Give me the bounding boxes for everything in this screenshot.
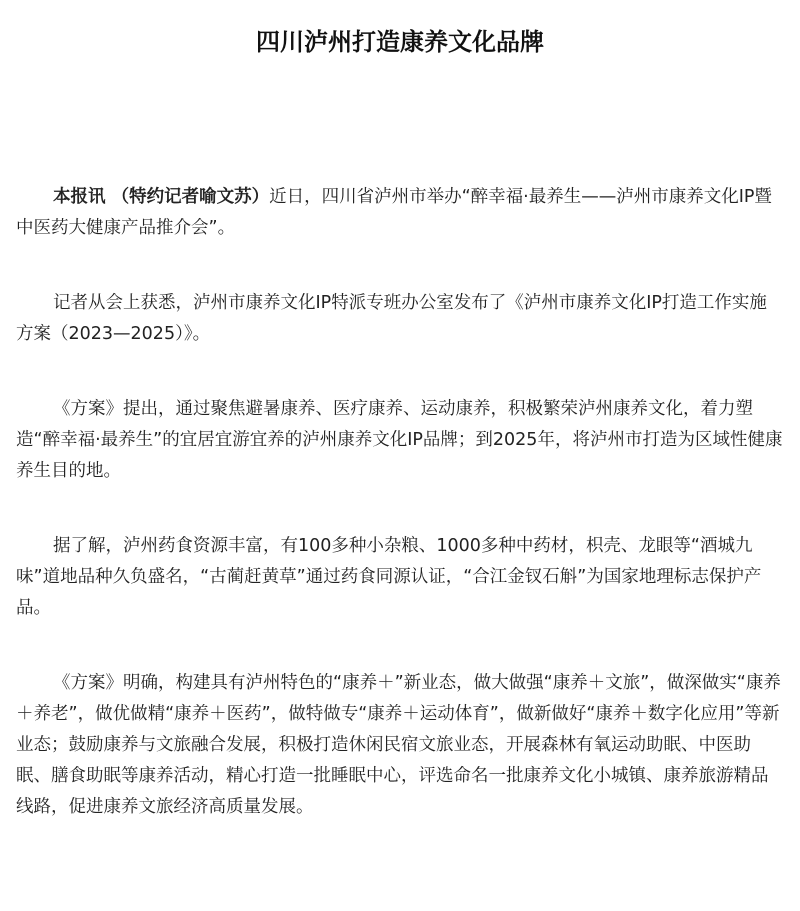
- paragraph: [16, 182, 784, 244]
- paragraph: [16, 394, 784, 487]
- paragraph-text: 《方案》提出，通过聚焦避暑康养、医疗康养、运动康养，积极繁荣泸州康养文化，着力塑造“醉幸福·最养生”的宜居宜游宜养的泸州康养文化IP品牌；到2025年，将泸州市打造为区域性健康养生目的地。: [16, 399, 783, 481]
- article-title: 四川泸州打造康养文化品牌: [256, 28, 544, 56]
- paragraph-text: 据了解，泸州药食资源丰富，有100多种小杂粮、1000多种中药材，枳壳、龙眼等“酒城九味”道地品种久负盛名，“古蔺赶黄草”通过药食同源认证，“合江金钗石斛”为国家地理标志保护产品。: [16, 536, 762, 618]
- paragraph: [16, 288, 784, 350]
- paragraph-text: 近日，四川省泸州市举办“醉幸福·最养生——泸州市康养文化IP暨中医药大健康产品推介会”。: [16, 187, 772, 238]
- paragraph-text: 《方案》明确，构建具有泸州特色的“康养＋”新业态，做大做强“康养＋文旅”，做深做实“康养＋养老”，做优做精“康养＋医药”，做特做专“康养＋运动体育”，做新做好“康养＋数字化应用”等新业态；鼓励康养与文旅融合发展，积极打造休闲民宿文旅业态，开展森林有氧运动助眠、中医助眠、膳食助眠等康养活动，精心打造一批睡眠中心，评选命名一批康养文化小城镇、康养旅游精品线路，促进康养文旅经济高质量发展。: [16, 673, 781, 817]
- article-body: [16, 182, 784, 823]
- paragraph: [16, 668, 784, 823]
- paragraph-text: 记者从会上获悉，泸州市康养文化IP特派专班办公室发布了《泸州市康养文化IP打造工作实施方案（2023—2025）》。: [16, 293, 767, 344]
- paragraph: [16, 531, 784, 624]
- byline: 本报讯 （特约记者喻文苏）: [53, 187, 270, 207]
